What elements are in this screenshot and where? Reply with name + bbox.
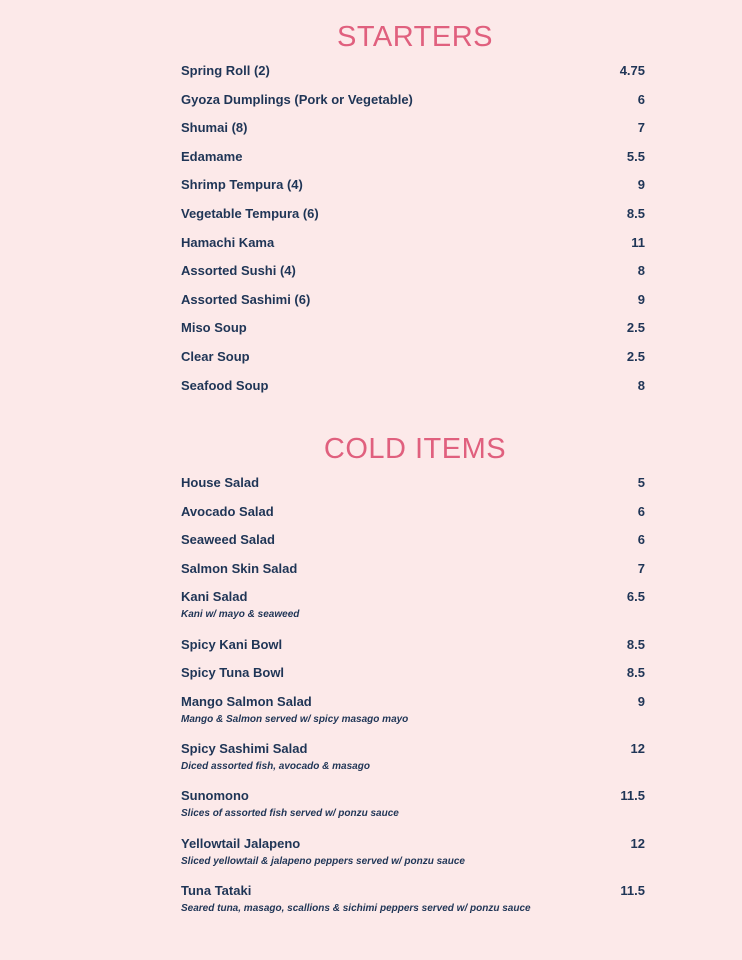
menu-item-name: Assorted Sushi (4) <box>181 263 296 279</box>
starters-list <box>181 62 645 405</box>
menu-item-name: Miso Soup <box>181 320 247 336</box>
menu-item <box>181 503 645 532</box>
menu-item <box>181 148 645 177</box>
menu-item-price: 6.5 <box>626 589 645 605</box>
menu-item-price: 12 <box>630 835 645 851</box>
menu-item-price: 9 <box>637 177 645 193</box>
menu-item <box>181 348 645 377</box>
menu-item-description: Kani w/ mayo & seaweed <box>181 609 300 621</box>
menu-item-price: 2.5 <box>626 320 645 336</box>
menu-item-price: 4.75 <box>619 63 645 78</box>
menu-item-name: Seaweed Salad <box>181 532 275 548</box>
menu-item-name: Shrimp Tempura (4) <box>181 177 303 193</box>
menu-item <box>181 377 645 406</box>
menu-item-name: House Salad <box>181 475 260 490</box>
menu-item-name: Yellowtail Jalapeno <box>181 835 301 851</box>
menu-item-name: Hamachi Kama <box>181 234 275 250</box>
menu-item <box>181 636 645 665</box>
menu-item-price: 7 <box>637 560 645 576</box>
menu-item <box>181 835 645 882</box>
menu-item-name: Shumai (8) <box>181 120 248 136</box>
cold-items-list <box>181 474 645 929</box>
menu-item-name: Mango Salmon Salad <box>181 693 312 709</box>
menu-item <box>181 588 645 635</box>
menu-item <box>181 319 645 348</box>
menu-item-name: Tuna Tataki <box>181 883 252 899</box>
menu-item-price: 8 <box>637 263 645 279</box>
menu-item-price: 5 <box>637 475 645 490</box>
menu-item-name: Vegetable Tempura (6) <box>181 205 319 221</box>
menu-item <box>181 205 645 234</box>
menu-item <box>181 693 645 740</box>
menu-item-name: Gyoza Dumplings (Pork or Vegetable) <box>181 91 413 107</box>
menu-item <box>181 474 645 503</box>
menu-item-name: Spicy Sashimi Salad <box>181 741 308 757</box>
menu-item-price: 2.5 <box>626 348 645 364</box>
menu-item-description: Slices of assorted fish served w/ ponzu sauce <box>181 808 399 820</box>
menu-item-name: Edamame <box>181 148 243 164</box>
menu-item-price: 5.5 <box>626 148 645 164</box>
menu-item <box>181 291 645 320</box>
menu-item-price: 11 <box>631 234 645 250</box>
menu-item-name: Salmon Skin Salad <box>181 560 298 576</box>
menu-item <box>181 62 645 91</box>
menu-item <box>181 531 645 560</box>
menu-item-price: 8 <box>637 377 645 393</box>
menu-item-name: Seafood Soup <box>181 377 269 393</box>
menu-item-name: Kani Salad <box>181 589 248 605</box>
menu-item <box>181 882 645 929</box>
menu-item <box>181 740 645 787</box>
menu-item-price: 11.5 <box>620 883 645 899</box>
menu-item <box>181 787 645 834</box>
menu-item-price: 6 <box>637 91 645 107</box>
menu-item <box>181 91 645 120</box>
menu-item-description: Mango & Salmon served w/ spicy masago mayo <box>181 713 409 725</box>
menu-item <box>181 560 645 589</box>
menu-item-price: 12 <box>630 741 645 757</box>
menu-item-name: Sunomono <box>181 788 249 804</box>
menu-item-name: Spring Roll (2) <box>181 63 270 78</box>
menu-item <box>181 176 645 205</box>
menu-item <box>181 234 645 263</box>
menu-item-name: Spicy Tuna Bowl <box>181 665 285 681</box>
menu-item-description: Diced assorted fish, avocado & masago <box>181 761 370 773</box>
menu-item-price: 6 <box>637 532 645 548</box>
menu-item <box>181 664 645 693</box>
menu-item-price: 9 <box>637 291 645 307</box>
menu-item-price: 11.5 <box>620 788 645 804</box>
menu-item-name: Assorted Sashimi (6) <box>181 291 311 307</box>
menu-item-description: Sliced yellowtail & jalapeno peppers served w/ ponzu sauce <box>181 855 465 867</box>
section-title-starters: STARTERS <box>336 21 493 53</box>
menu-item <box>181 119 645 148</box>
section-title-cold-items: COLD ITEMS <box>323 433 507 465</box>
menu-item-price: 9 <box>637 693 645 709</box>
menu-item-price: 7 <box>637 120 645 136</box>
menu-item-description: Seared tuna, masago, scallions & sichimi peppers served w/ ponzu sauce <box>181 903 531 915</box>
menu-item-name: Spicy Kani Bowl <box>181 636 283 652</box>
menu-item-name: Avocado Salad <box>181 503 274 519</box>
menu-item-price: 8.5 <box>626 636 645 652</box>
menu-item-name: Clear Soup <box>181 348 250 364</box>
menu-item-price: 8.5 <box>626 205 645 221</box>
menu-item-price: 8.5 <box>626 665 645 681</box>
menu-item <box>181 262 645 291</box>
menu-item-price: 6 <box>637 503 645 519</box>
